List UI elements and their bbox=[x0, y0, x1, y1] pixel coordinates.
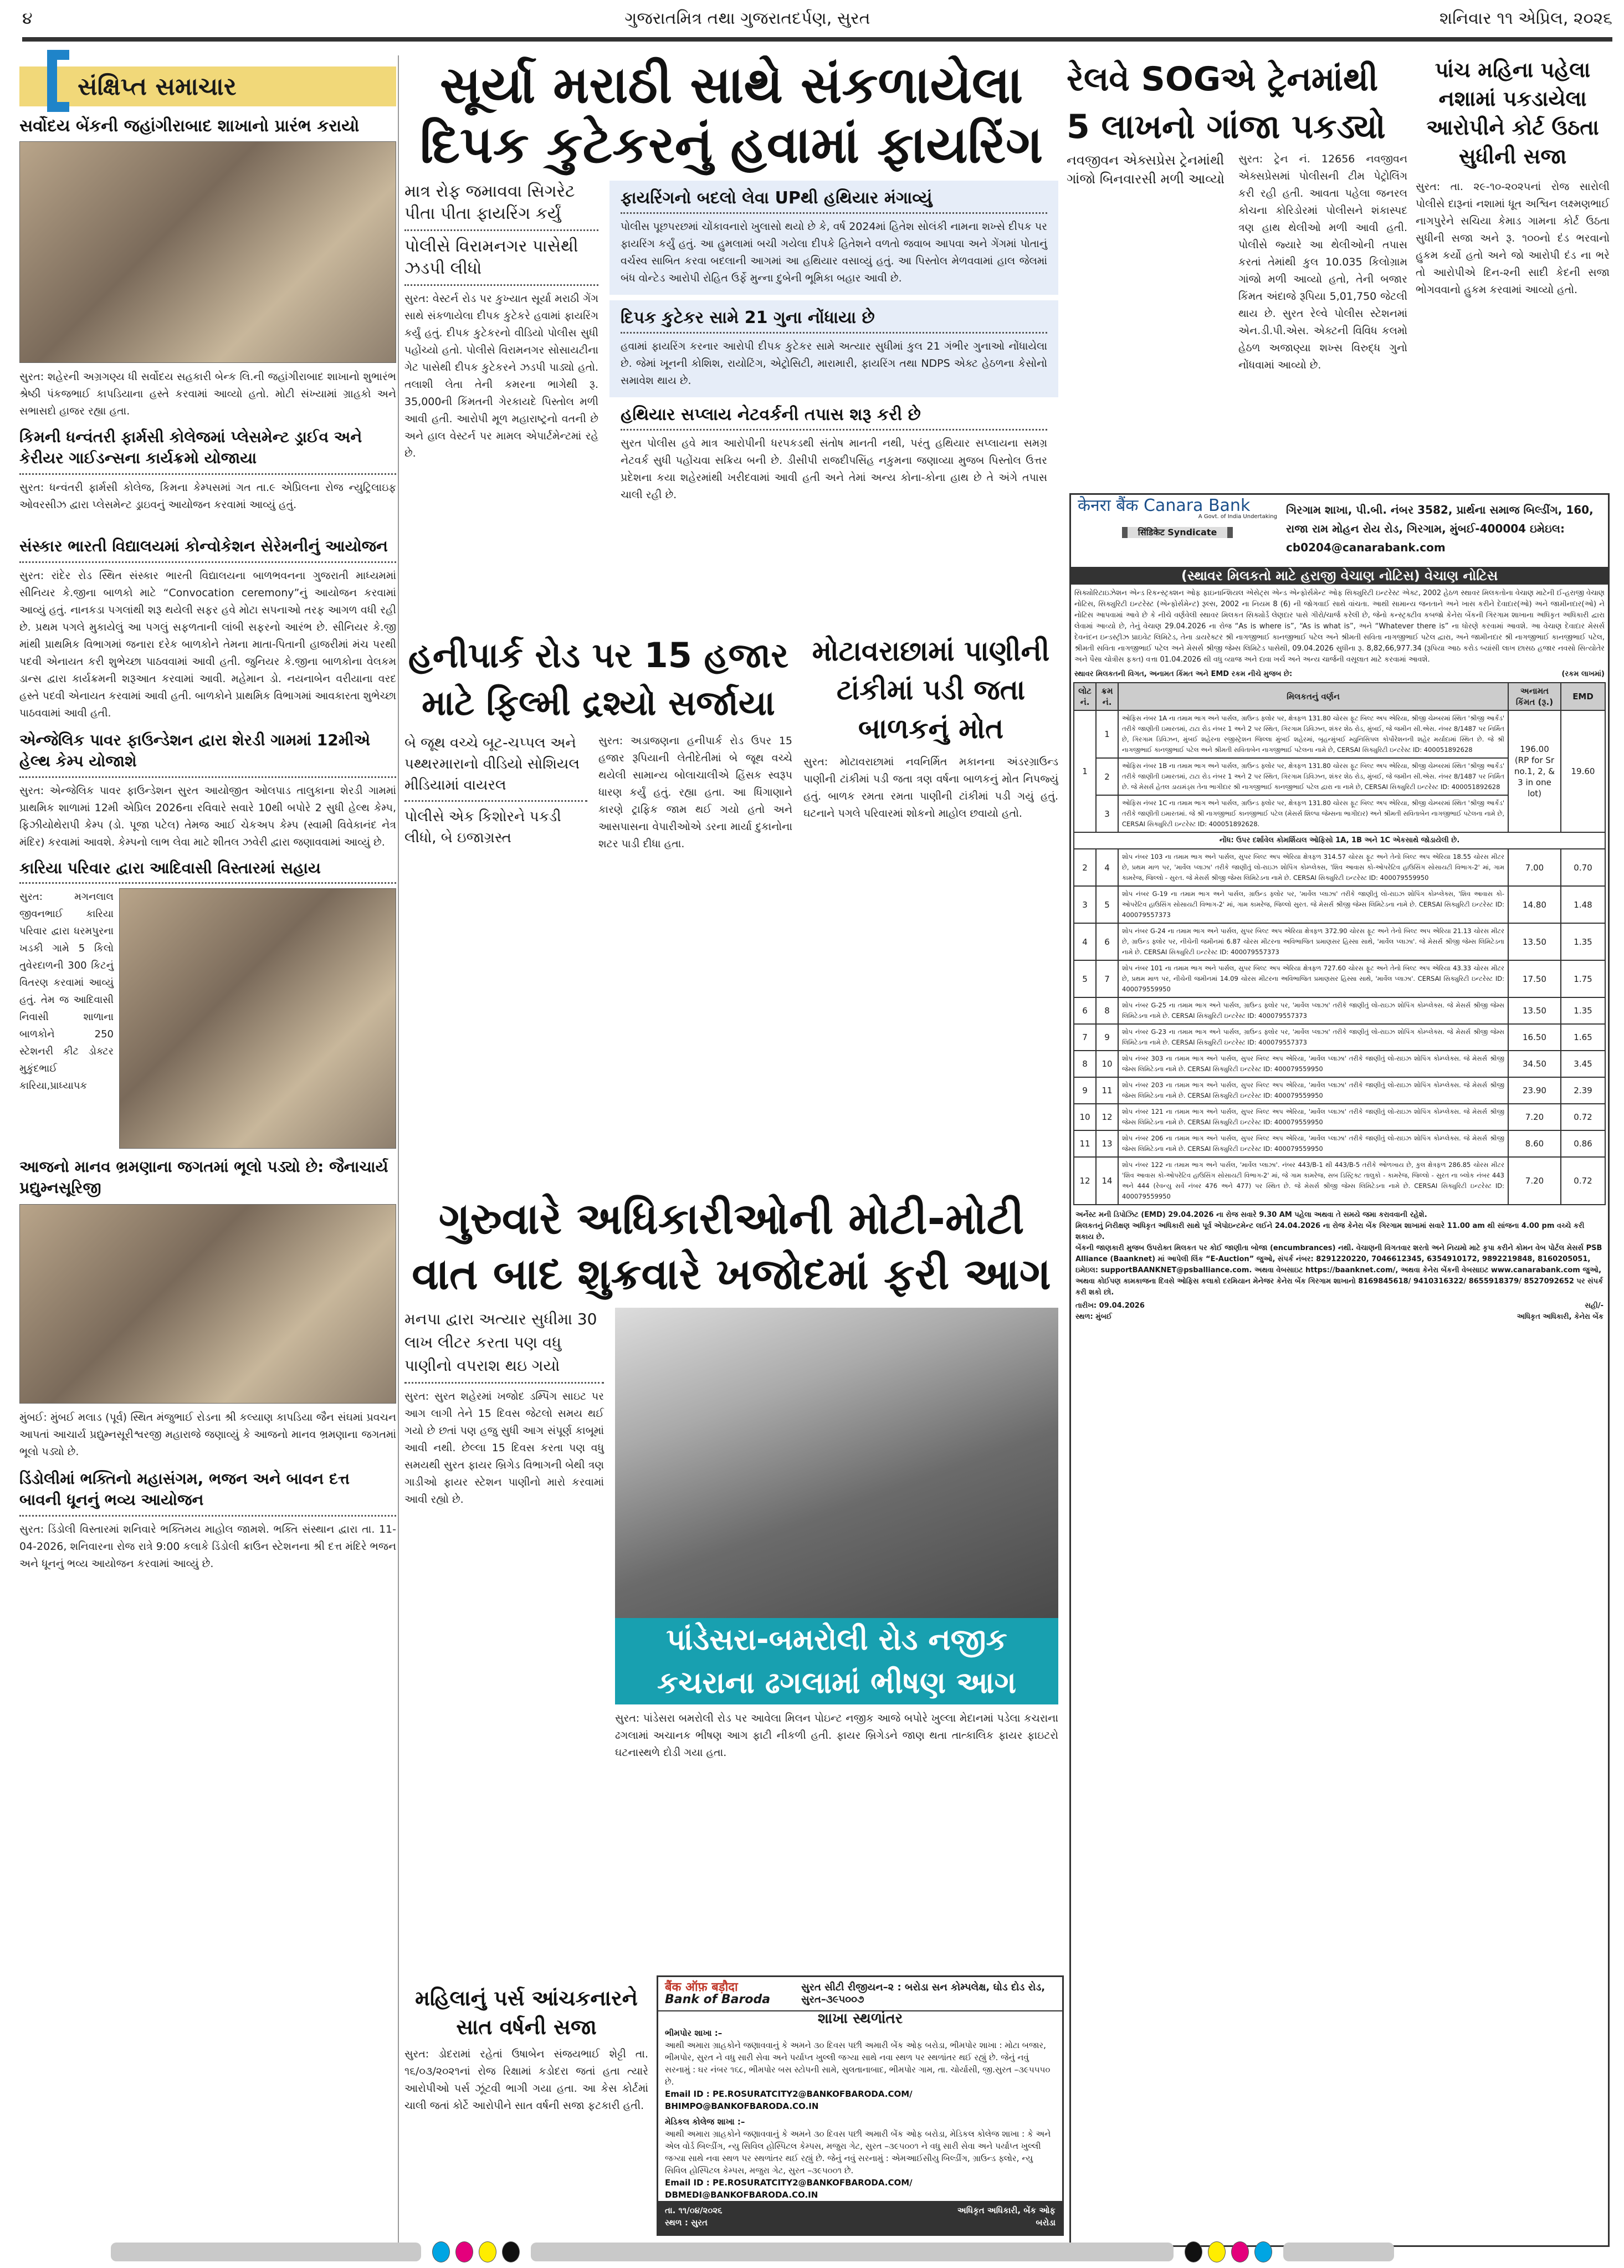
cell-desc: શોપ નંબર 303 ના તમામ ભાગ અને પાર્સલ, સુપર બિલ્ટ અપ એરિયા, 'માર્વેલ પ્લાઝા' તરીકે જાણીતું લો-રાઇઝ શોપિંગ કોમ્પ્લેક્સ. જે મેસર્સ શ્રીજી જેમ્સ લિમિટેડના નામે છે. CERSAI સિક્યુરિટી ઇન્ટરેસ્ટ ID: 400079559950 bbox=[1118, 1051, 1508, 1077]
cell-lot: 7 bbox=[1074, 1024, 1096, 1051]
cell-lot: 11 bbox=[1074, 1130, 1096, 1157]
col-desc: મિલકતનું વર્ણન bbox=[1118, 683, 1508, 710]
cell-lot: 6 bbox=[1074, 997, 1096, 1024]
canara-signatory: અધિકૃત અધિકારી, કેનેરા બેંક bbox=[1517, 1313, 1603, 1321]
cell-desc: શોપ નંબર 122 ના તમામ ભાગ અને પાર્સલ, 'માર્વેલ પ્લાઝા'. નંબર 443/B-1 થી 443/B-5 તરીકે ઓળખાય છે, કુલ ક્ષેત્રફળ 286.85 ચોરસ મીટર 'શિવ આવાસ કો-ઓપરેટિવ હાઉસિંગ સોસાયટી વિભાગ-2' માં, જે ગામ કામરેજ, સબ ડિસ્ટ્રિક્ટ તાલુકો - કામરેજ, જિલ્લો - સુરત ના બ્લોક નંબર 443 અને 444 (રેવન્યુ સર્વે નંબર 476 અને 477) પર સ્થિત છે. જે મેસર્સ શ્રીજી જેમ્સ લિમિટેડના નામે છે. CERSAI સિક્યુરિટી ઇન્ટરેસ્ટ ID: 400079559950 bbox=[1118, 1157, 1508, 1205]
issue-date: શનિવાર ૧૧ એપ્રિલ, ૨૦૨૬ bbox=[1439, 9, 1612, 28]
col-reserve: અનામત કિંમત (રૂ.) bbox=[1508, 683, 1561, 710]
cell-emd: 1.65 bbox=[1561, 1024, 1605, 1051]
cell-lot: 5 bbox=[1074, 960, 1096, 997]
cell-lot: 1 bbox=[1074, 710, 1096, 832]
cell-reserve: 14.80 bbox=[1508, 886, 1561, 923]
railway-sub: નવજીવન એક્સપ્રેસ ટ્રેનમાંથી ગાંજો બિનવારસી મળી આવ્યો bbox=[1067, 152, 1225, 187]
fire-caption-body: સુરત: પાંડેસરા બમરોલી રોડ પર આવેલા મિલન પોઇન્ટ નજીક આજે બપોરે ખુલ્લા મેદાનમાં પડેલા કચરાના ઢગલામાં અચાનક ભીષણ આગ ફાટી નીકળી હતી. ફાયર બ્રિગેડને જાણ થતા તાત્કાલિક ફાયર ફાઇટરો ઘટનાસ્થળે દોડી ગયા હતા. bbox=[615, 1712, 1058, 1759]
auction-row bbox=[1074, 1130, 1605, 1157]
lead-story bbox=[404, 55, 1058, 610]
cell-emd: 0.72 bbox=[1561, 1157, 1605, 1205]
cell-emd: 0.86 bbox=[1561, 1130, 1605, 1157]
syndicate-logo: सिंडिकेट Syndicate bbox=[1122, 527, 1233, 538]
cell-sr: 9 bbox=[1096, 1024, 1118, 1051]
honeypark-body: સુરત: અડાજણના હનીપાર્ક રોડ ઉપર 15 હજાર રૂપિયાની લેતીદેતીમાં બે જૂથ વચ્ચે થયેલી સામાન્ય બોલાચાલીએ હિંસક સ્વરૂપ ધારણ કર્યું હતું. રહ્યા હતા. આ ધિંગાણાને કારણે ટ્રાફિક જામ થઈ ગયો હતો અને આસપાસના વેપારીઓએ ડરના માર્યા દુકાનોના શટર પાડી દીધા હતા. bbox=[598, 735, 792, 850]
court-story bbox=[1416, 55, 1610, 488]
auction-row bbox=[1074, 1077, 1605, 1104]
honeypark-headline: હનીપાર્ક રોડ પર 15 હજાર માટે ફિલ્મી દ્રશ્યો સર્જાયા bbox=[408, 635, 789, 723]
canara-address: ગિરગામ શાખા, પી.બી. નંબર 3582, પ્રાર્થના સમાજ બિલ્ડીંગ, 160, રાજા રામ મોહન રોય રોડ, ગિરગામ, મુંબઈ-400004 ઇમેઇલ: cb0204@canarabank.com bbox=[1286, 503, 1594, 554]
lead-headline-line2: દિપક કુટેકરનું હવામાં ફાયરિંગ bbox=[419, 115, 1043, 175]
news-photo bbox=[119, 888, 396, 1149]
fire-story bbox=[404, 1191, 1058, 1978]
brief-news-column bbox=[19, 55, 396, 2250]
cell-desc: ઓફિસ નંબર 1B ના તમામ ભાગ અને પાર્સલ, ગ્રાઉન્ડ ફ્લોર પર, ક્ષેત્રફળ 131.80 ચોરસ ફૂટ બિલ્ટ અપ એરિયા, શ્રીજી ચેમ્બરમાં સ્થિત 'શ્રીજી આર્કેડ' તરીકે જાણીતી ઇમારતમાં, ટાટા રોડ નંબર 1 અને 2 પર સ્થિત, ગિરગામ ડિવિઝન, શંકર શેઠ રોડ, મુંબઈ, જે જમીન સી.એસ. નંબર 8/1487 પર નિર્મિત છે. જે મેસર્સ હેતલ ડાયમંડ્સ તેના ભાગીદાર શ્રી નાગજીભાઈ કાનજીભાઈ પટેલ દ્વારા ના નામે છે, CERSAI સિક્યુરિટી ઇન્ટરેસ્ટ ID: 400051892628 bbox=[1118, 758, 1508, 795]
box-body: હવામાં ફાયરિંગ કરનાર આરોપી દીપક કુટેકર સામે અત્યાર સુધીમાં કુલ 21 ગંભીર ગુનાઓ નોંધાયેલા છે. જેમાં ખૂનની કોશિશ, રાયોટિંગ, એટ્રોસિટી, મારામારી, ફાયરિંગ તથા NDPS એક્ટ હેઠળના કેસોનો સમાવેશ થાય છે. bbox=[621, 340, 1047, 387]
honeypark-sub2: પોલીસે એક કિશોરને પકડી લીધો, બે ઇજાગ્રસ્ત bbox=[404, 808, 561, 846]
railway-headline-line2: 5 લાખનો ગાંજા પકડ્યો bbox=[1067, 107, 1386, 146]
canara-signature: સહી/- bbox=[1585, 1302, 1603, 1310]
box-body: સુરત પોલીસ હવે માત્ર આરોપીની ધરપકડથી સંતોષ માનતી નથી, પરંતુ હથિયાર સપ્લાયના સમગ્ર નેટવર્ક સુધી પહોંચવા સક્રિય બની છે. ડીસીપી રાજદીપસિંહ નકુમના જણાવ્યા મુજબ પિસ્તોલ ઉત્તર પ્રદેશના કયા શહેરમાંથી ખરીદવામાં આવી હતી અને તેમાં અન્ય કોના-કોના હાથ છે તે અંગે તપાસ ચાલી રહી છે. bbox=[621, 437, 1047, 501]
cell-sr: 10 bbox=[1096, 1051, 1118, 1077]
cell-desc: ઓફિસ નંબર 1C ના તમામ ભાગ અને પાર્સલ, ગ્રાઉન્ડ ફ્લોર પર, ક્ષેત્રફળ 131.80 ચોરસ ફૂટ બિલ્ટ અપ એરિયા, શ્રીજી ચેમ્બરમાં સ્થિત 'શ્રીજી આર્કેડ' તરીકે જાણીતી ઇમારતમાં. જે શ્રી નાગજીભાઈ કાનજીભાઈ પટેલ (મેસર્સ શિલ્પા જેમ્સના ભાગીદાર) અને શ્રીમતી સવિતાબેન નાગજીભાઈ પટેલના નામે છે, CERSAI સિક્યુરિટી ઇન્ટરેસ્ટ ID: 400051892628. bbox=[1118, 795, 1508, 832]
page-number: ૪ bbox=[22, 9, 33, 28]
bob-date: તા. ૧૧/૦૪/૨૦૨૬ bbox=[665, 2205, 723, 2215]
fire-headline-line2: વાત બાદ શુક્રવારે ખજોદમાં ફરી આગ bbox=[412, 1250, 1051, 1299]
cell-reserve: 34.50 bbox=[1508, 1051, 1561, 1077]
article-body: સુરત: એન્જેલિક પાવર ફાઉન્ડેશન સુરત આયોજીત ઓલપાડ તાલુકાના શેરડી ગામમાં પ્રાથમિક શાળામાં 12મી એપ્રિલ 2026ના રવિવારે સવારે 10થી બપોરે 2 સુધી હેલ્થ કેમ્પ, ફિઝીયોથેરાપી કેમ્પ (ડો. પૂજા પટેલ) તેમજ આઈ ચેકઅપ કેમ્પ (સ્વામી વિવેકાનંદ નેત્ર મંદિર) કરવામાં આવશે. કેમ્પનો લાભ લેવા માટે શીતલ ઝવેરી દ્વારા જણાવવામાં આવ્યું છે. bbox=[19, 785, 396, 848]
lead-body: સુરત: વેસ્ટર્ન રોડ પર કુખ્યાત સૂર્યા મરાઠી ગેંગ સાથે સંકળાયેલા દીપક કુટેકરે હવામાં ફાયરિંગ કર્યું હતું. દીપક કુટેકરનો વીડિયો પોલીસ સુધી પહોંચ્યો હતો. પોલીસે વિરામનગર સોસાયટીના ગેટ પાસેથી દીપક કુટેકરને ઝડપી પાડ્યો હતો. તલાશી લેતા તેની કમરના ભાગેથી રૂ. 35,000ની કિંમતની ગેરકાયદે પિસ્તોલ મળી આવી હતી. આરોપી મૂળ મહારાષ્ટ્રનો વતની છે અને હાલ વેસ્ટર્ન પર મામલ એપાર્ટમેન્ટમાં રહે છે. bbox=[404, 293, 598, 459]
caption-line2: કચરાના ઢગલામાં ભીષણ આગ bbox=[657, 1665, 1017, 1700]
brief-news-banner bbox=[19, 66, 396, 106]
auction-row bbox=[1074, 710, 1605, 758]
purse-story bbox=[404, 1984, 648, 2244]
article-body: સુરત: રાંદેર રોડ સ્થિત સંસ્કાર ભારતી વિદ્યાલયના બાળભવનના ગુજરાતી માધ્યમમાં સીનિયર કે.જીના બાળકો માટે “Convocation ceremony”નું આયોજન કરવામાં આવ્યું હતું. નાનકડા પગલાંથી શરૂ થયેલી સફર હવે મોટા સપનાઓ તરફ આગળ વધી રહી છે. પ્રથમ પગલે મુકાયેલું આ પગલું સફળતાની લાંબી સફરનો આરંભ છે. સીનિયર કે.જી માંથી પ્રાથમિક વિભાગમાં જનારા દરેક બાળકોને તેમના માતા-પિતાની હાજરીમાં મંચ પરથી પદવી એનાયત કરી શુભેચ્છા પાઠવવામાં આવી હતી. જુનિયર કે.જીના બાળકોના વેલકમ ડાન્સ દ્વારા કાર્યક્રમની શરૂઆત કરવામાં આવી. મહેમાન ડો. નયનાબેન વરીયાના વરદ હસ્તે પદવી એનાયત કરવામાં આવી હતી. બાળકોને પ્રાથમિક વિભાગમાં આવકારતા શુભેચ્છા પાઠવવામાં આવી હતી. bbox=[19, 570, 396, 719]
bob-logo-english: Bank of Baroda bbox=[665, 1993, 771, 2006]
branch-body: આથી અમારા ગ્રાહકોને જણાવવાનું કે અમને ૩૦ દિવસ પછી અમારી બેંક ઓફ બરોડા, ભીમપોર શાખા : મોટા બજાર, ભીમપોર, સુરત ને વધુ સારી સેવા અને પર્યાપ્ત ખુલ્લી જગ્યા સાથે નવા સ્થળ પર સ્થળાંતર થઈ રહ્યું છે. જેનું નવું સરનામું : ઘર નંબર ૧૬૮, ભીમપોર બસ સ્ટોપની સામે, સુલતાનાબાદ, ભીમપોર ગામ, તા. ચોર્યાસી, જી.સુરત –૩૯૫૫૫૦ છે. bbox=[665, 2040, 1051, 2087]
headline: એન્જેલિક પાવર ફાઉન્ડેશન દ્વારા શેરડી ગામમાં 12મીએ હેલ્થ કેમ્પ યોજાશે bbox=[19, 731, 371, 770]
news-photo bbox=[19, 1204, 396, 1404]
cell-sr: 14 bbox=[1096, 1157, 1118, 1205]
cell-reserve: 13.50 bbox=[1508, 923, 1561, 960]
canara-place: સ્થળ: મુંબઈ bbox=[1075, 1313, 1112, 1321]
auction-row bbox=[1074, 1024, 1605, 1051]
cell-emd: 0.70 bbox=[1561, 849, 1605, 886]
cell-emd: 19.60 bbox=[1561, 710, 1605, 832]
auction-row bbox=[1074, 1157, 1605, 1205]
bob-title: શાખા સ્થળાંતર bbox=[658, 2010, 1062, 2025]
cell-desc: શોપ નંબર G-24 ના તમામ ભાગ અને પાર્સલ, સુપર બિલ્ટ અપ એરિયા ક્ષેત્રફળ 372.90 ચોરસ ફૂટ અને તેનો બિલ્ટ અપ એરિયા 21.13 ચોરસ મીટર છે, ગ્રાઉન્ડ ફ્લોર પર, નીચેની જમીનમાં 6.87 ચોરસ મીટરના અવિભાજિત પ્રમાણસર હિસ્સા સાથે, 'માર્વેલ પ્લાઝા'. જે મેસર્સ શ્રીજી જેમ્સ લિમિટેડના નામે છે. CERSAI સિક્યુરિટી ઇન્ટરેસ્ટ ID: 400079557373 bbox=[1118, 923, 1508, 960]
canara-title: (સ્થાવર મિલકતો માટે હરાજી વેચાણ નોટિસ) વેચાણ નોટિસ bbox=[1071, 567, 1608, 585]
cell-sr: 2 bbox=[1096, 758, 1118, 795]
cell-sr: 12 bbox=[1096, 1104, 1118, 1130]
cell-reserve: 7.20 bbox=[1508, 1104, 1561, 1130]
cell-desc: શોપ નંબર G-25 ના તમામ ભાગ અને પાર્સલ, ગ્રાઉન્ડ ફ્લોર પર, 'માર્વેલ પ્લાઝા' તરીકે જાણીતું લો-રાઇઝ શોપિંગ કોમ્પ્લેક્સ. જે મેસર્સ શ્રીજી જેમ્સ લિમિટેડના નામે છે. CERSAI સિક્યુરિટી ઇન્ટરેસ્ટ ID: 400079557373 bbox=[1118, 997, 1508, 1024]
cell-reserve: 7.20 bbox=[1508, 1157, 1561, 1205]
headline: કિમની ધન્વંતરી ફાર્મસી કોલેજમાં પ્લેસમેન્ટ ડ્રાઈવ અને કેરીયર ગાઈડન્સના કાર્યક્રમો યોજાયા bbox=[19, 428, 362, 467]
fire-photo bbox=[615, 1308, 1058, 1618]
purse-body: સુરત: ડોદરામાં રહેતાં ઉષાબેન સંજયભાઈ શેટ્ટી તા. ૧૬/૦૩/૨૦૨૧નાં રોજ રિક્ષામાં કડોદરા જતાં હતા ત્યારે આરોપીઓ પર્સ ઝૂંટવી ભાગી ગયા હતા. આ કેસ કોર્ટમાં ચાલી જતાં કોર્ટે આરોપીને સાત વર્ષની સજા ફટકારી હતી. bbox=[404, 2048, 648, 2112]
cell-emd: 1.48 bbox=[1561, 886, 1605, 923]
box-title: ફાયરિંગનો બદલો લેવા UPથી હથિયાર મંગાવ્યું bbox=[621, 188, 933, 208]
purse-headline: મહિલાનું પર્સ આંચકનારને સાત વર્ષની સજા bbox=[415, 1986, 638, 2039]
cell-reserve: 17.50 bbox=[1508, 960, 1561, 997]
box-title: દિપક કુટેકર સામે 21 ગુના નોંધાયા છે bbox=[621, 308, 875, 327]
bob-region: સુરત સીટી રીજીયન–૨ : બરોડા સન કોમ્પલેક્ષ, ઘોડ દોડ રોડ, સુરત–૩૯૫૦૦૭ bbox=[801, 1982, 1046, 2005]
footer-contact: બેંકની જાણકારી મુજબ ઉપરોક્ત મિલકત પર કોઈ જાણીતા બોજા (encumbrances) નથી. વેચાણની વિગતવાર શરતો અને નિયમો માટે કૃપા કરીને કોમન વેબ પોર્ટલ મેસર્સ PSB Alliance (Baanknet) માં આપેલી લિંક “E-Auction” જુઓ, સંપર્ક નંબર: 8291220220, 7046612345, 6354910172, 9892219848, 8160205051, ઇમેઇલ: supportBAANKNET@psballiance.com. અથવા વેબસાઇટ https://baanknet.com/, અથવા કેનેરા બેંકની વેબસાઇટ www.canarabank.com જુઓ, અથવા કોઈપણ કામકાજના દિવસે ઓફિસ કલાકો દરમિયાન મેનેજર કેનેરા બેંક ગિરગામ શાખાનો 8169845618/ 9410316322/ 8655918379/ 8527092652 પર સંપર્ક કરી શકો છો. bbox=[1075, 1244, 1603, 1297]
lead-box-weapon bbox=[609, 181, 1058, 295]
auction-row bbox=[1074, 886, 1605, 923]
auction-row bbox=[1074, 923, 1605, 960]
cell-lot: 2 bbox=[1074, 849, 1096, 886]
article-body: મુંબઈ: મુંબઈ મલાડ (પૂર્વ) સ્થિત મંજુભાઈ રોડના શ્રી કલ્યાણ કાપડિયા જૈન સંઘમાં પ્રવચન આપતાં આચાર્ય પ્રદ્યુમ્નસૂરીશ્વરજી મહારાજે જણાવ્યું કે આજનો માનવ ભ્રમણાના જગતમાં ભૂલો પડ્યો છે. bbox=[19, 1411, 396, 1458]
headline: ડિંડોલીમાં ભક્તિનો મહાસંગમ, ભજન અને બાવન દત્ત બાવની ધૂનનું ભવ્ય આયોજન bbox=[19, 1470, 350, 1509]
fire-body: સુરત: સુરત શહેરમાં ખજોદ ડમ્પિંગ સાઇટ પર આગ લાગી તેને 15 દિવસ જેટલો સમય થઈ ગયો છે છતાં પણ હજુ સુધી આગ સંપૂર્ણ કાબૂમાં આવી નથી. છેલ્લા 15 દિવસ કરતા પણ વધુ સમયથી સુરત ફાયર બ્રિગેડ વિભાગની બેથી ત્રણ ગાડીઓ ફાયર સ્ટેશન પાણીનો મારો કરવામાં આવી રહ્યો છે. bbox=[404, 1390, 604, 1506]
tank-body: સુરત: મોટાવરાછામાં નવનિર્મિત મકાનના અંડરગ્રાઉન્ડ પાણીની ટાંકીમાં પડી જતા ત્રણ વર્ષના બાળકનું મોત નિપજ્યું હતું. બાળક રમતા રમતા પાણીની ટાંકીમાં પડી ગયું હતું. ઘટનાને પગલે પરિવારમાં શોકનો માહોલ છવાયો હતો. bbox=[803, 756, 1058, 820]
cell-sr: 8 bbox=[1096, 997, 1118, 1024]
fire-headline-line1: ગુરુવારે અધિકારીઓની મોટી-મોટી bbox=[438, 1194, 1024, 1244]
cell-desc: શોપ નંબર G-19 ના તમામ ભાગ અને પાર્સલ, ગ્રાઉન્ડ ફ્લોર પર, 'માર્વેલ પ્લાઝા' તરીકે જાણીતું લો-રાઇઝ શોપિંગ કોમ્પ્લેક્સ, 'શિવ આવાસ કો-ઓપરેટિવ હાઉસિંગ સોસાયટી વિભાગ-2' માં, ગામ કામરેજ, જિલ્લો સુરત. જે મેસર્સ શ્રીજી જેમ્સ લિમિટેડના નામે છે. CERSAI સિક્યુરિટી ઇન્ટરેસ્ટ ID: 400079557373 bbox=[1118, 886, 1508, 923]
court-body: સુરત: તા. ૨૯-૧૦-૨૦૨૫નાં રોજ સારોલી પોલીસે દારૂનાં નશામાં ધૂત અશ્વિન લક્ષ્મણભાઈ નાગપુરેને સચિયા કેમાડ ગામના કોર્ટ ઉઠતા સુધીની સજા અને રૂ. ૧૦૦નો દંડ ભરવાનો હુકમ કર્યો હતો અને જો આરોપી દંડ ના ભરે તો આરોપીએ દિન-૨ની સાદી કેદની સજા ભોગવવાનો હુકમ કરવામાં આવ્યો હતો. bbox=[1416, 181, 1610, 296]
fire-photo-caption bbox=[615, 1618, 1058, 1704]
cell-sr: 4 bbox=[1096, 849, 1118, 886]
bob-signatory: અધિકૃત અધિકારી, બેંક ઓફ બરોડા bbox=[957, 2205, 1056, 2228]
lead-box-cases bbox=[609, 300, 1058, 397]
cell-reserve: 8.60 bbox=[1508, 1130, 1561, 1157]
bank-of-baroda-ad bbox=[657, 1975, 1064, 2236]
footer-inspection: મિલકતનું નિરીક્ષણ અધિકૃત અધિકારી સાથે પૂર્વ એપોઇન્ટમેન્ટ લઈને 24.04.2026 ના રોજ કેનેરા બેંક ગિરગામ શાખામાં સવારે 11.00 am થી સાંજના 4.00 pm વચ્ચે કરી શકાય છે. bbox=[1075, 1222, 1585, 1241]
footer-emd: અર્નેસ્ટ મની ડિપોઝિટ (EMD) 29.04.2026 ના રોજ સવારે 9.30 AM પહેલા અથવા તે સમયે જમા કરાવવાની રહેશે. bbox=[1075, 1211, 1427, 1219]
cell-reserve: 13.50 bbox=[1508, 997, 1561, 1024]
cell-reserve: 23.90 bbox=[1508, 1077, 1561, 1104]
cell-sr: 3 bbox=[1096, 795, 1118, 832]
tank-headline: મોટાવરાછામાં પાણીની ટાંકીમાં પડી જતા બાળકનું મોત bbox=[812, 635, 1050, 745]
branch-email: Email ID : PE.ROSURATCITY2@BANKOFBARODA.COM/ BHIMPO@BANKOFBARODA.CO.IN bbox=[665, 2089, 913, 2111]
branch-body: આથી અમારા ગ્રાહકોને જણાવવાનું કે અમને ૩૦ દિવસ પછી અમારી બેંક ઓફ બરોડા, મેડિકલ કોલેજ શાખા : કે અને એલ વોર્ડ બિલ્ડીંગ, ન્યુ સિવિલ હોસ્પિટલ કેમ્પસ, મજુરા ગેટ, સુરત –૩૯૫૦૦૧ ને વધુ સારી સેવા અને પર્યાપ્ત ખુલ્લી જગ્યા સાથે નવા સ્થળ પર સ્થળાંતર થઈ રહ્યું છે. જેનું નવું સરનામું : એમઆઈસીયુ બિલ્ડીંગ, ગ્રાઉન્ડ ફ્લોર, ન્યુ સિવિલ હોસ્પિટલ કેમ્પસ, મજુરા ગેટ, સુરત –૩૯૫૦૦૧ છે. bbox=[665, 2129, 1051, 2175]
auction-row bbox=[1074, 1051, 1605, 1077]
note-row bbox=[1074, 832, 1605, 849]
cell-desc: શોપ નંબર G-23 ના તમામ ભાગ અને પાર્સલ, ગ્રાઉન્ડ ફ્લોર પર, 'માર્વેલ પ્લાઝા' તરીકે જાણીતું લો-રાઇઝ શોપિંગ કોમ્પ્લેક્સ. જે મેસર્સ શ્રીજી જેમ્સ લિમિટેડના નામે છે. CERSAI સિક્યુરિટી ઇન્ટરેસ્ટ ID: 400079557373 bbox=[1118, 1024, 1508, 1051]
cell-desc: શોપ નંબર 121 ના તમામ ભાગ અને પાર્સલ, સુપર બિલ્ટ અપ એરિયા, 'માર્વેલ પ્લાઝા' તરીકે જાણીતું લો-રાઇઝ શોપિંગ કોમ્પ્લેક્સ. જે મેસર્સ શ્રીજી જેમ્સ લિમિટેડના નામે છે. CERSAI સિક્યુરિટી ઇન્ટરેસ્ટ ID: 400079559950 bbox=[1118, 1104, 1508, 1130]
lead-sub1: માત્ર રોફ જમાવવા સિગરેટ પીતા પીતા ફાયરિંગ કર્યું bbox=[404, 182, 575, 223]
cell-desc: શોપ નંબર 103 ના તમામ ભાગ અને પાર્સલ, સુપર બિલ્ટ અપ એરિયા ક્ષેત્રફળ 314.57 ચોરસ ફૂટ અને તેનો બિલ્ટ અપ એરિયા 18.55 ચોરસ મીટર છે, પ્રથમ માળ પર, 'માર્વેલ પ્લાઝા' તરીકે જાણીતું લો-રાઇઝ શોપિંગ કોમ્પ્લેક્સ, 'શિવ આવાસ કો-ઓપરેટિવ હાઉસિંગ સોસાયટી વિભાગ-2' માં, ગામ કામરેજ, જિલ્લો - સુરત. જે મેસર્સ શ્રીજી જેમ્સ લિમિટેડના નામે છે. CERSAI સિક્યુરિટી ઇન્ટરેસ્ટ ID: 400079559950 bbox=[1118, 849, 1508, 886]
railway-story bbox=[1067, 55, 1407, 488]
masthead bbox=[22, 0, 1612, 42]
cell-desc: ઓફિસ નંબર 1A ના તમામ ભાગ અને પાર્સલ, ગ્રાઉન્ડ ફ્લોર પર, ક્ષેત્રફળ 131.80 ચોરસ ફૂટ બિલ્ટ અપ એરિયા, શ્રીજી ચેમ્બરમાં સ્થિત 'શ્રીજી આર્કેડ' તરીકે જાણીતી ઇમારતમાં, ટાટા રોડ નંબર 1 અને 2 પર સ્થિત, ગિરગામ ડિવિઝન, શંકર શેઠ રોડ, મુંબઈ, જે જમીન સી.એસ. નંબર 8/1487 પર નિર્મિત છે, ગિરગામ ડિવિઝન, મુંબઈ શહેરના રજીસ્ટ્રેશન જિલ્લા મુંબઈ શહેરમાં, બૃહન્મુંબઈ મ્યુનિસિપલ કોર્પોરેશનની શહેર મર્યાદામાં સ્થિત છે. જે શ્રી નાગજીભાઈ કાનજીભાઈ પટેલ અને શ્રીમતી સવિતાબેન નાગજીભાઈ પટેલના નામે છે, CERSAI સિક્યુરિટી ઇન્ટરેસ્ટ ID: 400051892628 bbox=[1118, 710, 1508, 758]
cell-reserve: 16.50 bbox=[1508, 1024, 1561, 1051]
article-body: સુરત: મગનલાલ જીવનભાઈ કારિયા પરિવાર દ્વારા ધરમપુરના ખડકી ગામે 5 કિલો તુવેરદાળની 300 કિટનું વિતરણ કરવામાં આવ્યું હતું. તેમ જ આદિવાસી નિવાસી શાળાના બાળકોને 250 સ્ટેશનરી કીટ ડોક્ટર મુકુંદભાઈ કારિયા,પ્રાધ્યાપક bbox=[19, 891, 114, 1092]
cell-emd: 3.45 bbox=[1561, 1051, 1605, 1077]
brief-news-title: સંક્ષિપ્ત સમાચાર bbox=[78, 72, 237, 101]
cell-lot: 10 bbox=[1074, 1104, 1096, 1130]
box-title: હથિયાર સપ્લાય નેટવર્કની તપાસ શરૂ કરી છે bbox=[621, 405, 921, 424]
col-emd: EMD bbox=[1561, 683, 1605, 710]
cell-sr: 13 bbox=[1096, 1130, 1118, 1157]
cell-lot: 4 bbox=[1074, 923, 1096, 960]
auction-row bbox=[1074, 997, 1605, 1024]
auction-table bbox=[1073, 682, 1606, 1205]
lead-headline-line1: સૂર્યા મરાઠી સાથે સંકળાયેલા bbox=[439, 55, 1023, 115]
article-body: સુરત: ડિંડોલી વિસ્તારમાં શનિવારે ભક્તિમય માહોલ જામશે. ભક્તિ સંસ્થાન દ્વારા તા. 11-04-2026, શનિવારના રોજ રાત્રે 9:00 કલાકે ડિંડોલી ક્રાઉન સ્ટેશનના શ્રી દત્ત મંદિરે ભજન અને ધૂનનું ભવ્ય આયોજન કરવામાં આવ્યું છે. bbox=[19, 1523, 396, 1570]
print-registration-left bbox=[111, 2241, 1394, 2262]
court-headline: પાંચ મહિના પહેલા નશામાં પકડાયેલા આરોપીને કોર્ટ ઉઠતા સુધીની સજા bbox=[1426, 58, 1599, 168]
cell-desc: શોપ નંબર 203 ના તમામ ભાગ અને પાર્સલ, સુપર બિલ્ટ અપ એરિયા, 'માર્વેલ પ્લાઝા' તરીકે જાણીતું લો-રાઇઝ શોપિંગ કોમ્પ્લેક્સ. જે મેસર્સ શ્રીજી જેમ્સ લિમિટેડના નામે છે. CERSAI સિક્યુરિટી ઇન્ટરેસ્ટ ID: 400079559950 bbox=[1118, 1077, 1508, 1104]
canara-bank-auction-notice bbox=[1069, 493, 1610, 2247]
canara-intro: સિક્યોરિટાઇઝેશન એન્ડ રિકન્સ્ટ્રક્શન ઓફ ફાઇનાન્શિયલ એસેટ્સ એન્ડ એન્ફોર્સમેન્ટ ઓફ સિક્યુરિટી ઇન્ટરેસ્ટ એક્ટ, 2002 હેઠળ સ્થાવર મિલકતોના વેચાણ માટેની ઈ-હરાજી વેચાણ નોટિસ, સિક્યુરિટી ઇન્ટરેસ્ટ (એન્ફોર્સમેન્ટ) રૂલ્સ, 2002 ના નિયમ 8 (6) ની જોગવાઈ સાથે વાંચતા. આથી સામાન્ય જનતાને અને ખાસ કરીને દેવાદાર(ઓ) અને જામીનદાર(ઓ) ને નોટિસ આપવામાં આવે છે કે નીચે વર્ણવેલી સ્થાવર મિલકત સિક્યોર્ડ લેણદાર પાસે ગીરો/ચાર્જ કરેલી છે, જેનો કન્સ્ટ્રક્ટીવ કબજો કેનેરા બેંકની ગિરગામ શાખાના અધિકૃત અધિકારી દ્વારા લેવામાં આવ્યો છે, તેનું વેચાણ 29.04.2026 ના રોજ “As is where is”, “As is what is”, અને “Whatever there is” ના ધોરણે કરવામાં આવશે. આ વેચાણ દેવાદાર મેસર્સ દેવનંદન ઇન્ડસ્ટ્રીઝ પ્રાઇવેટ લિમિટેડ, તેના ડાયરેક્ટર શ્રી નાગજીભાઈ કાનજીભાઈ પટેલ અને શ્રીમતી સવિતા નાગજીભાઈ પટેલ દ્વારા, અને જામીનદાર શ્રી નાગજીભાઈ કાનજીભાઈ પટેલ, શ્રીમતી સવિતા નાગજીભાઈ પટેલ અને મેસર્સ શ્રીજી જેમ્સ લિમિટેડ પાસેથી, 09.04.2026 સુધીના રૂ. 8,82,66,977.34 (રૂપિયા આઠ કરોડ બ્યાંસી લાખ છાસઠ હજાર નવસો સિત્યોતેર અને પૈસા ચોત્રીસ ફક્ત) વત્તા 01.04.2026 થી વધુ વ્યાજ અને દાવા ખર્ચ અને અન્ય ચાર્જની વસૂલાત માટે કરવામાં આવશે. bbox=[1074, 589, 1605, 664]
canara-govt: A Govt. of India Undertaking bbox=[1198, 514, 1277, 520]
fire-sub: મનપા દ્વારા અત્યાર સુધીમા 30 લાખ લીટર કરતા પણ વધુ પાણીનો વપરાશ થઇ ગયો bbox=[404, 1310, 597, 1375]
cell-emd: 1.35 bbox=[1561, 997, 1605, 1024]
auction-row bbox=[1074, 1104, 1605, 1130]
cell-sr: 5 bbox=[1096, 886, 1118, 923]
cell-lot: 12 bbox=[1074, 1157, 1096, 1205]
cell-sr: 1 bbox=[1096, 710, 1118, 758]
article-body: સુરત: શહેરની અગ્રગણ્ય ધી સર્વોદય સહકારી બેન્ક લિ.ની જહાંગીરાબાદ શાખાનો શુભારંભ શ્રેષ્ઠી પંકજભાઈ કાપડિયાના હસ્તે કરવામાં આવ્યો હતો. મોટી સંખ્યામાં ગ્રાહકો અને સભાસદો હાજર રહ્યા હતા. bbox=[19, 371, 396, 417]
cell-desc: શોપ નંબર 206 ના તમામ ભાગ અને પાર્સલ, સુપર બિલ્ટ અપ એરિયા, 'માર્વેલ પ્લાઝા' તરીકે જાણીતું લો-રાઇઝ શોપિંગ કોમ્પ્લેક્સ. જે મેસર્સ શ્રીજી જેમ્સ લિમિટેડના નામે છે. CERSAI સિક્યુરિટી ઇન્ટરેસ્ટ ID: 400079559950 bbox=[1118, 1130, 1508, 1157]
cell-reserve: 7.00 bbox=[1508, 849, 1561, 886]
news-photo bbox=[19, 141, 396, 363]
headline: આજનો માનવ ભ્રમણાના જગતમાં ભૂલો પડ્યો છે: જૈનાચાર્ય પ્રદ્યુમ્નસૂરિજી bbox=[19, 1158, 388, 1197]
cell-emd: 0.72 bbox=[1561, 1104, 1605, 1130]
branch-name: મેડિકલ કોલેજ શાખા :– bbox=[665, 2117, 745, 2127]
table-unit: (રકમ લાખમાં) bbox=[1561, 670, 1605, 678]
auction-row bbox=[1074, 849, 1605, 886]
canara-date: તારીખ: 09.04.2026 bbox=[1075, 1302, 1145, 1310]
col-sr: ક્રમ નં. bbox=[1096, 683, 1118, 710]
banner-bracket-decoration bbox=[47, 50, 69, 112]
note-text: નોંધ: ઉપર દર્શાવેલ કોમર્શિયલ ઓફિસો 1A, 1B અને 1C એકસાથે જોડાયેલી છે. bbox=[1074, 832, 1605, 849]
cell-emd: 1.35 bbox=[1561, 923, 1605, 960]
honeypark-sub1: બે જૂથ વચ્ચે બૂટ-ચપ્પલ અને પથ્થરમારાનો વીડિયો સોશિયલ મીડિયામાં વાયરલ bbox=[404, 735, 580, 793]
paper-name: ગુજરાતમિત્ર તથા ગુજરાતદર્પણ, સુરત bbox=[624, 9, 870, 28]
canara-logo-hindi: केनरा बैंक bbox=[1078, 496, 1139, 515]
cell-emd: 2.39 bbox=[1561, 1077, 1605, 1104]
headline: કારિયા પરિવાર દ્વારા આદિવાસી વિસ્તારમાં સહાય bbox=[19, 859, 321, 877]
cell-desc: શોપ નંબર 101 ના તમામ ભાગ અને પાર્સલ, સુપર બિલ્ટ અપ એરિયા ક્ષેત્રફળ 727.60 ચોરસ ફૂટ અને તેનો બિલ્ટ અપ એરિયા 43.33 ચોરસ મીટર છે, પ્રથમ માળ પર, નીચેની જમીનમાં 14.09 ચોરસ મીટરના અવિભાજિત પ્રમાણસર હિસ્સા સાથે, 'માર્વેલ પ્લાઝા'. CERSAI સિક્યુરિટી ઇન્ટરેસ્ટ ID: 400079559950 bbox=[1118, 960, 1508, 997]
headline: સર્વોદય બેંકની જહાંગીરાબાદ શાખાનો પ્રારંભ કરાયો bbox=[19, 116, 360, 136]
cell-reserve: 196.00 (RP for Sr no.1, 2, & 3 in one lot) bbox=[1508, 710, 1561, 832]
railway-body: સુરત: ટ્રેન નં. 12656 નવજીવન એક્સપ્રેસમાં પોલીસની ટીમ પેટ્રોલિંગ કરી રહી હતી. આવતા પહેલા જનરલ કોચના કોરિડોરમાં પોલીસને શંકાસ્પદ ત્રણ હાથ થેલીઓ મળી આવી હતી. પોલીસે જ્યારે આ થેલીઓની તપાસ કરતાં તેમાંથી કુલ 10.035 કિલોગ્રામ ગાંજો મળી આવ્યો હતો, તેની બજાર કિંમત અંદાજે રૂપિયા 5,01,750 જેટલી થાય છે. સુરત રેલ્વે પોલીસ સ્ટેશનમાં એન.ડી.પી.એસ. એક્ટની વિવિધ કલમો હેઠળ અજાણ્યા શખ્સ વિરુદ્ધ ગુનો નોંધવામાં આવ્યો છે. bbox=[1238, 153, 1407, 371]
cell-sr: 7 bbox=[1096, 960, 1118, 997]
cell-sr: 11 bbox=[1096, 1077, 1118, 1104]
cell-lot: 3 bbox=[1074, 886, 1096, 923]
bob-place: સ્થળ : સુરત bbox=[665, 2218, 708, 2228]
cell-lot: 9 bbox=[1074, 1077, 1096, 1104]
cell-lot: 8 bbox=[1074, 1051, 1096, 1077]
tank-story bbox=[803, 632, 1058, 1186]
article-body: સુરત: ધન્વંતરી ફાર્મસી કોલેજ, કિમના કેમ્પસમાં ગત તા.૯ એપ્રિલના રોજ ન્યુટ્રિલાઇફ ઓવરસીઝ દ્વારા પ્લેસમેન્ટ ડ્રાઇવનું આયોજન કરવામાં આવ્યું હતું. bbox=[19, 482, 396, 511]
railway-headline-line1: રેલવે SOGએ ટ્રેનમાંથી bbox=[1067, 60, 1379, 99]
headline: સંસ્કાર ભારતી વિદ્યાલયમાં કોન્વોકેશન સેરેમનીનું આયોજન bbox=[19, 537, 388, 555]
cell-emd: 1.75 bbox=[1561, 960, 1605, 997]
bob-logo-hindi: बैंक ऑफ़ बड़ौदा bbox=[665, 1980, 738, 1994]
caption-line1: પાંડેસરા-બમરોલી રોડ નજીક bbox=[666, 1622, 1007, 1657]
lead-sub2: પોલીસે વિરામનગર પાસેથી ઝડપી લીધો bbox=[404, 237, 578, 278]
branch-name: ભીમપોર શાખા :– bbox=[665, 2028, 723, 2038]
auction-row bbox=[1074, 960, 1605, 997]
table-caption: સ્થાવર મિલકતની વિગત, અનામત કિંમત અને EMD રકમ નીચે મુજબ છે: bbox=[1074, 670, 1293, 678]
honeypark-story bbox=[404, 632, 792, 1186]
cell-sr: 6 bbox=[1096, 923, 1118, 960]
branch-email: Email ID : PE.ROSURATCITY2@BANKOFBARODA.COM/ DBMEDI@BANKOFBARODA.CO.IN bbox=[665, 2178, 913, 2200]
canara-logo-english: Canara Bank bbox=[1143, 496, 1251, 515]
box-body: પોલીસ પૂછપરછમાં ચોંકાવનારો ખુલાસો થયો છે કે, વર્ષ 2024માં હિતેશ સોલંકી નામના શખ્સે દીપક પર ફાયરિંગ કર્યું હતું. આ હુમલામાં બચી ગયેલા દીપકે હિતેશને વળતો જવાબ આપવા અને ગેંગમાં પોતાનું વર્ચસ્વ સાબિત કરવા બદલાની આગમાં આ હથિયાર વસાવ્યું હતું. આ પિસ્તોલ મેળવવામાં હાલ જેલમાં બંધ વોન્ટેડ આરોપી રોહિત ઉર્ફે મુન્ના દુબેની ભૂમિકા બહાર આવી છે. bbox=[621, 221, 1047, 284]
col-lot: લોટ નં. bbox=[1074, 683, 1096, 710]
